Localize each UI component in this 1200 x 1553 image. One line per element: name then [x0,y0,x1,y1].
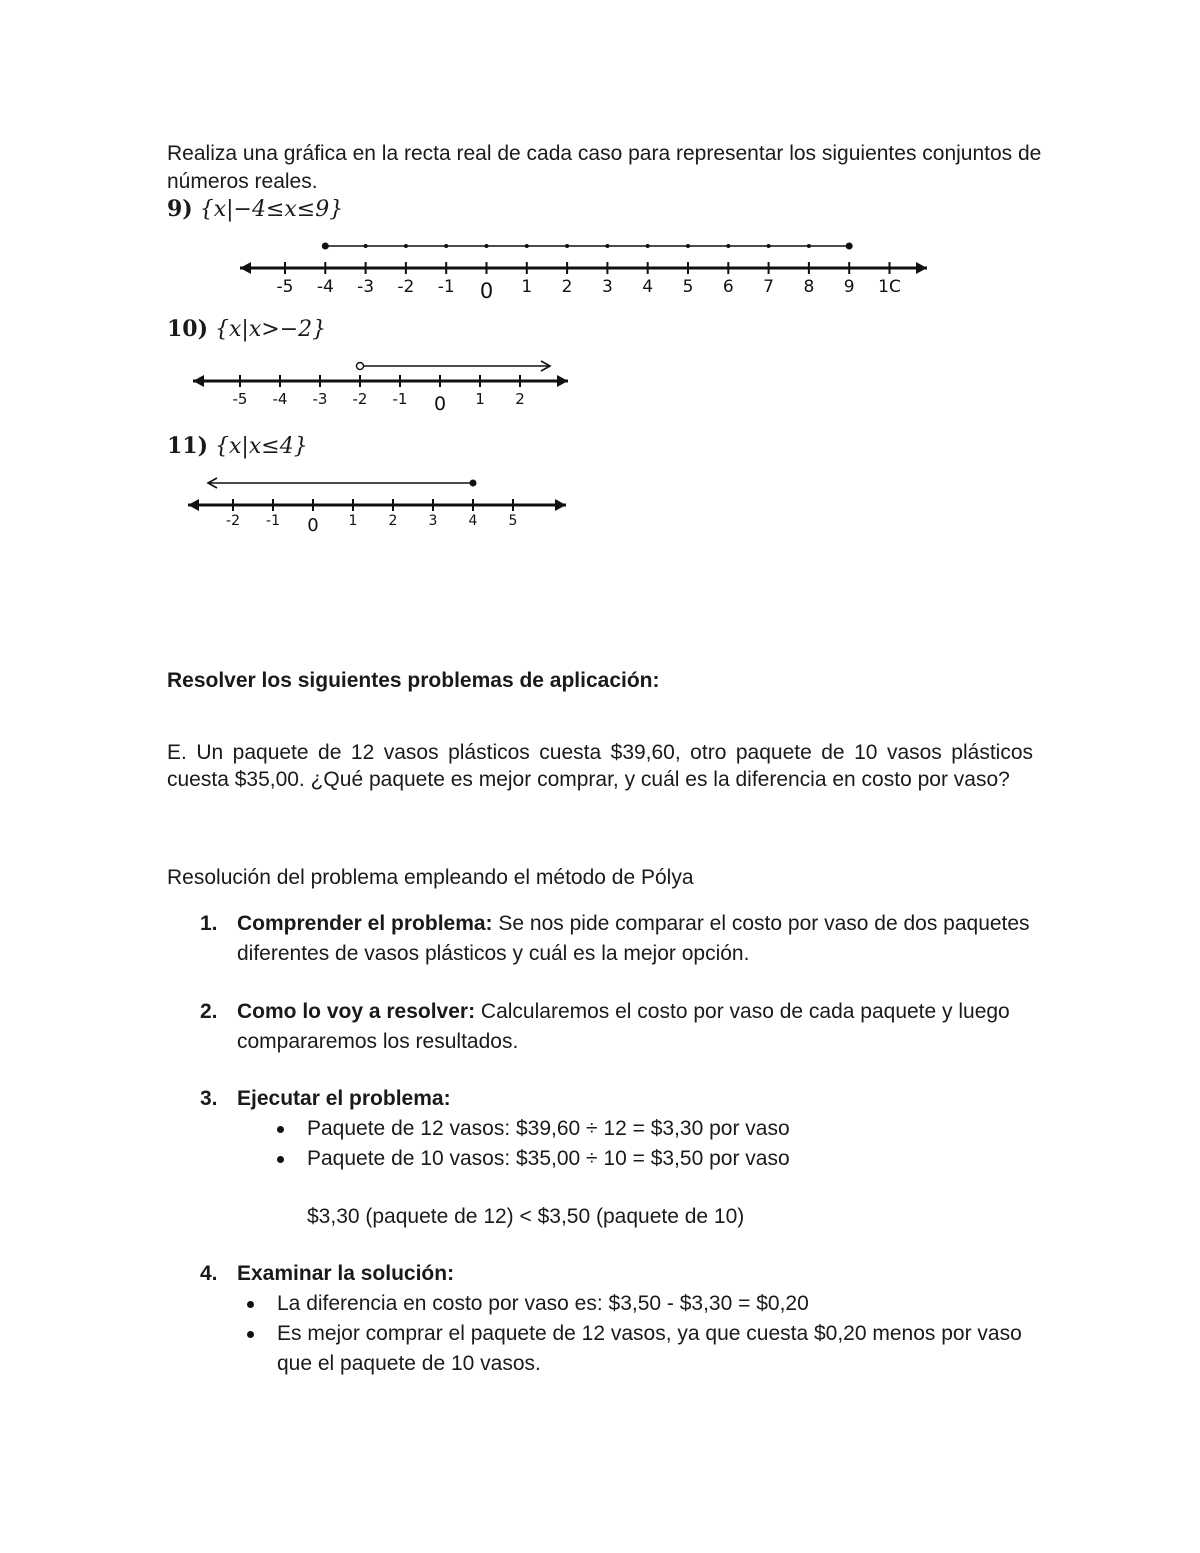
interval-dot [565,244,569,248]
step-4-bullet-2: Es mejor comprar el paquete de 12 vasos, ya que cuesta $0,20 menos por vaso que el paquete de 10 vasos. [237,1319,1040,1379]
axis-right-arrow [557,375,568,387]
interval-dot [404,244,408,248]
step-3-bullet-2: Paquete de 10 vasos: $35,00 ÷ 10 = $3,50 por vaso [237,1144,1040,1174]
tick-label: 3 [601,277,613,297]
interval-dot [485,244,489,248]
tick-label: 0 [307,515,319,536]
step-1-text: Se nos pide comparar el costo por vaso de dos paquetes diferentes de vasos plásticos y cuál es la mejor opción. [237,912,1030,965]
interval-dot [686,244,690,248]
step-3-number: 3. [200,1087,218,1110]
tick-label: 5 [682,277,694,297]
exercise-9-set: {x|−4≤x≤9} [199,197,344,222]
tick-label: 0 [433,393,447,415]
axis-left-arrow [188,499,199,511]
step-1-title: Comprender el problema: [237,912,493,935]
exercise-10-number: 10) [167,316,209,342]
tick-label: 6 [722,277,734,297]
number-line-10 [193,361,568,415]
number-line-11 [188,478,566,536]
tick-label: -2 [397,277,415,297]
number-line-9 [240,243,927,304]
step-4-title: Examinar la solución: [237,1262,455,1285]
step-1-number: 1. [200,912,218,935]
axis-right-arrow [916,262,927,274]
tick-label: 1 [475,390,485,408]
axis-right-arrow [555,499,566,511]
section-title: Resolver los siguientes problemas de aplicación: [167,669,660,692]
interval-dot [605,244,609,248]
exercise-11-set: {x|x≤4} [215,434,308,459]
interval-dot [525,244,529,248]
step-4-bullet-1: La diferencia en costo por vaso es: $3,50 - $3,30 = $0,20 [237,1289,1040,1319]
tick-label: -1 [266,513,280,529]
interval-dot [726,244,730,248]
step-2-title: Como lo voy a resolver: [237,1000,476,1023]
step-2 [200,997,1040,1057]
tick-label: 8 [803,277,815,297]
tick-label: 2 [561,277,573,297]
tick-label: -3 [312,390,328,408]
interval-dot [807,244,811,248]
tick-label: 1 [521,277,533,297]
tick-label: 2 [388,513,398,529]
tick-label: -1 [392,390,408,408]
interval-dot [767,244,771,248]
step-3-title: Ejecutar el problema: [237,1087,451,1110]
tick-label: -1 [437,277,455,297]
step-2-text: Calcularemos el costo por vaso de cada paquete y luego compararemos los resultados. [237,1000,1010,1053]
tick-label: 4 [642,277,654,297]
interval-dot [646,244,650,248]
problem-statement: E. Un paquete de 12 vasos plásticos cuesta $39,60, otro paquete de 10 vasos plásticos cuesta $35,00. ¿Qué paquete es mejor comprar, y cuál es la diferencia en costo por vaso? [167,741,1033,791]
open-endpoint [357,363,364,370]
tick-label: -3 [357,277,375,297]
tick-label: -2 [352,390,368,408]
closed-endpoint [470,480,477,487]
method-line: Resolución del problema empleando el método de Pólya [167,866,694,889]
tick-label: 0 [479,279,494,303]
step-3-bullet-1: Paquete de 12 vasos: $39,60 ÷ 12 = $3,30 por vaso [237,1114,1040,1144]
tick-label: 7 [763,277,775,297]
tick-label: 4 [468,513,478,529]
tick-label: 1 [348,513,358,529]
exercise-11-number: 11) [167,433,209,459]
step-4 [200,1259,1040,1379]
axis-left-arrow [193,375,204,387]
tick-label: 3 [428,513,438,529]
step-4-number: 4. [200,1262,218,1285]
interval-dot [364,244,368,248]
tick-label: 5 [508,513,518,529]
step-1 [200,909,1040,969]
axis-left-arrow [240,262,251,274]
tick-label: -5 [232,390,248,408]
interval-dot [444,244,448,248]
step-3-comparison: $3,30 (paquete de 12) < $3,50 (paquete de 10) [307,1205,745,1228]
tick-label: 1C [878,277,901,297]
tick-label: 9 [843,277,855,297]
exercise-9-number: 9) [167,196,193,222]
step-2-number: 2. [200,1000,218,1023]
tick-label: -5 [276,277,294,297]
tick-label: -2 [226,513,240,529]
tick-label: -4 [316,277,334,297]
exercise-10-set: {x|x>−2} [215,317,327,342]
closed-endpoint [846,243,853,250]
tick-label: -4 [272,390,288,408]
tick-label: 2 [515,390,525,408]
number-line-drawings [0,0,1200,560]
step-3 [200,1084,1040,1232]
intro-text: Realiza una gráfica en la recta real de cada caso para representar los siguientes conjuntos de números reales. [167,142,1042,193]
closed-endpoint [322,243,329,250]
